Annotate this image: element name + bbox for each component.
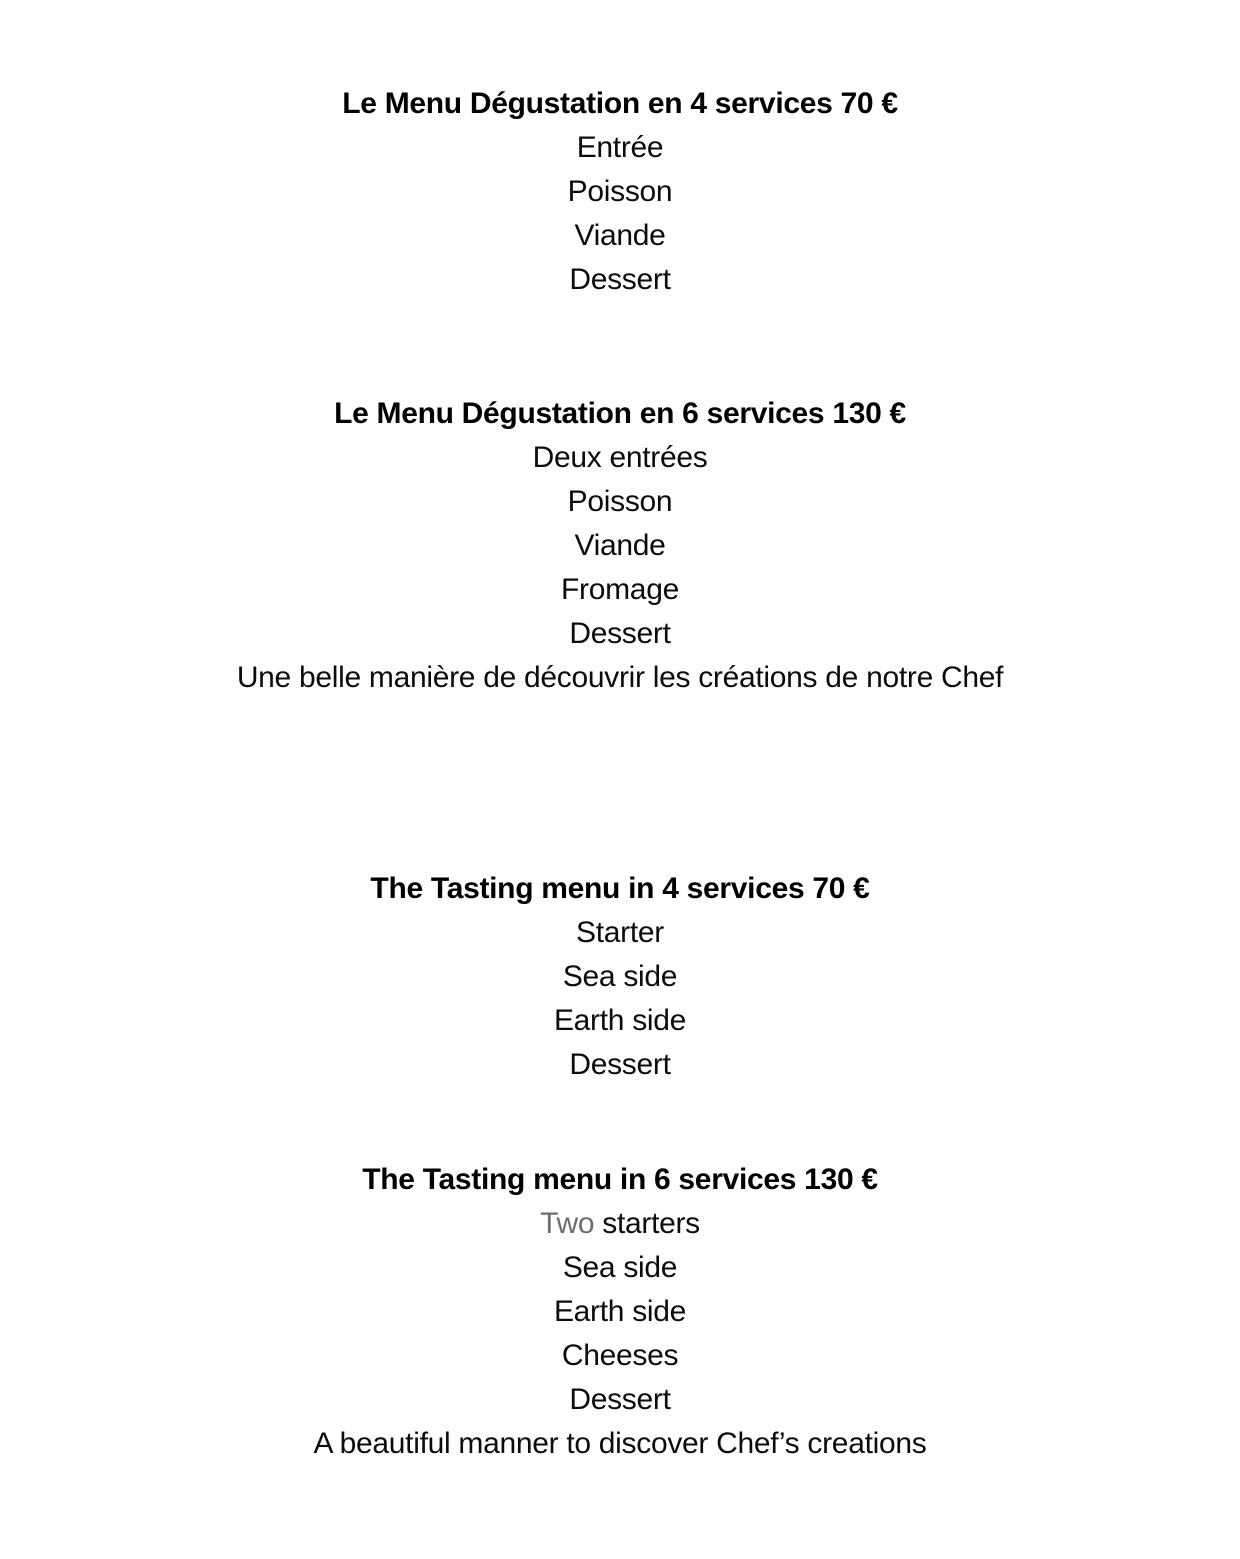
menu-course: Sea side [562, 1251, 678, 1284]
menu-section-degustation-6 [0, 392, 1240, 700]
menu-note: A beautiful manner to discover Chef’s creations [313, 1427, 927, 1460]
menu-section-degustation-4 [0, 0, 1240, 302]
menu-course: Dessert [569, 263, 671, 296]
menu-title: The Tasting menu in 6 services 130 € [362, 1163, 878, 1196]
menu-course: Earth side [553, 1295, 687, 1328]
menu-course: Poisson [567, 175, 673, 208]
menu-course: Cheeses [561, 1339, 679, 1372]
menu-course: Viande [574, 219, 666, 252]
thin-word-two: Two [540, 1207, 595, 1240]
menu-note: Une belle manière de découvrir les créations de notre Chef [236, 661, 1004, 694]
menu-title: The Tasting menu in 4 services 70 € [370, 872, 870, 905]
menu-course: Dessert [569, 617, 671, 650]
menu-course: Dessert [569, 1383, 671, 1416]
menu-course: Poisson [567, 485, 673, 518]
menu-course: Earth side [553, 1004, 687, 1037]
menu-course: Dessert [569, 1048, 671, 1081]
word-starters: starters [602, 1207, 700, 1240]
menu-course-two-starters [0, 1202, 1240, 1246]
menu-title: Le Menu Dégustation en 4 services 70 € [342, 87, 898, 120]
menu-course: Starter [576, 916, 664, 949]
menu-course: Fromage [561, 573, 679, 606]
menu-course: Viande [574, 529, 666, 562]
menu-title: Le Menu Dégustation en 6 services 130 € [334, 397, 906, 430]
menu-course: Deux entrées [532, 441, 708, 474]
menu-course: Sea side [562, 960, 678, 993]
menu-section-tasting-6 [0, 1158, 1240, 1466]
menu-course: Entrée [576, 131, 664, 164]
menu-section-tasting-4 [0, 867, 1240, 1087]
